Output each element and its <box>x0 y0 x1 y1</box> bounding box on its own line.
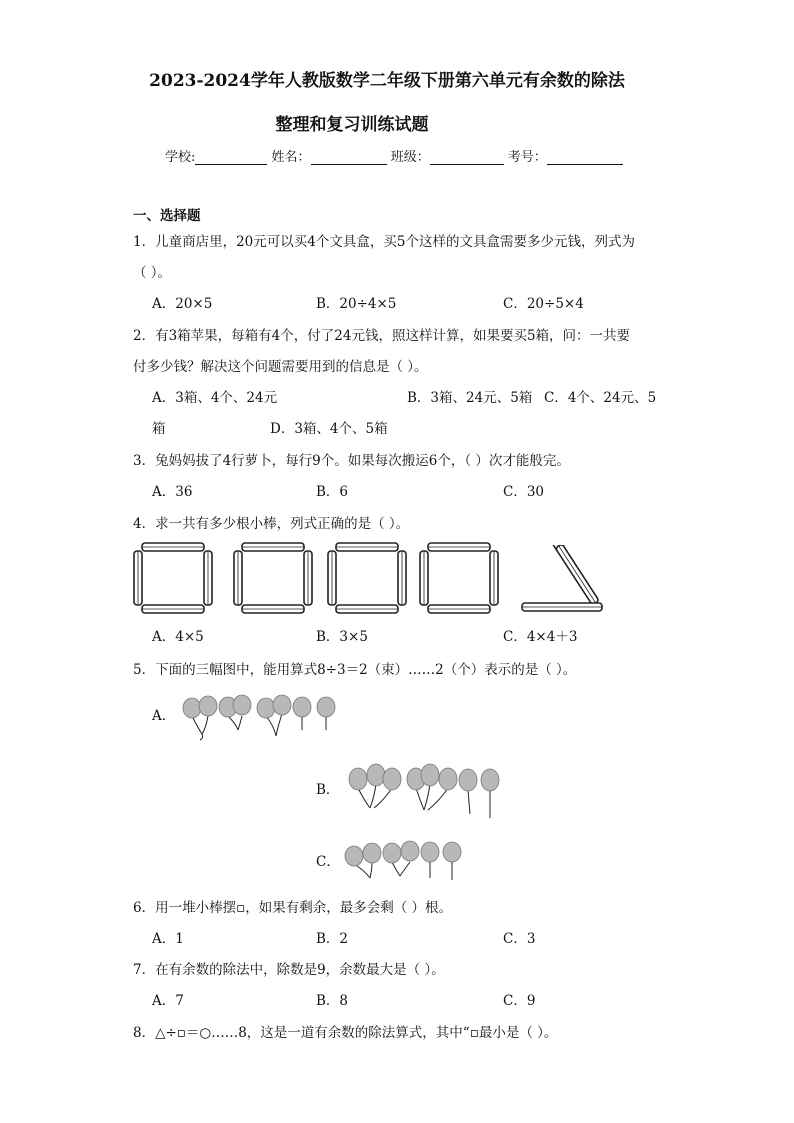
name-label: 姓名： <box>271 150 311 165</box>
student-info-line <box>165 146 623 165</box>
question-3-option-b[interactable]: B．6 <box>316 484 349 500</box>
square-sticks-icon <box>232 541 314 615</box>
page-title: 2023-2024学年人教版数学二年级下册第六单元有余数的除法 <box>149 71 625 91</box>
triangle-sticks-icon <box>516 545 608 617</box>
question-2-option-c-cont: 箱 <box>152 421 166 437</box>
question-6-stem: 6．用一堆小棒摆▫，如果有剩余，最多会剩（ ）根。 <box>133 900 453 916</box>
question-6-option-b[interactable]: B．2 <box>316 931 349 947</box>
balloon-group-a-image <box>178 690 340 742</box>
question-7-stem: 7．在有余数的除法中，除数是9，余数最大是（ ）。 <box>133 962 445 978</box>
class-label: 班级： <box>390 150 430 165</box>
question-1-stem: 1．儿童商店里，20元可以买4个文具盒，买5个这样的文具盒需要多少元钱，列式为 <box>133 234 635 250</box>
page-subtitle: 整理和复习训练试题 <box>275 115 429 135</box>
school-field[interactable] <box>195 150 267 165</box>
question-5-option-a[interactable]: A． <box>152 708 176 724</box>
question-4-option-b[interactable]: B．3×5 <box>316 629 368 645</box>
section-title: 一、选择题 <box>133 208 201 224</box>
question-5-option-c[interactable]: C． <box>316 854 340 870</box>
question-3-option-c[interactable]: C．30 <box>503 484 545 500</box>
question-7-option-c[interactable]: C．9 <box>503 993 536 1009</box>
question-2-stem: 2．有3箱苹果，每箱有4个，付了24元钱，照这样计算，如果要买5箱，问：一共要 <box>133 328 631 344</box>
question-7-option-b[interactable]: B．8 <box>316 993 349 1009</box>
balloon-group-b-image <box>344 760 502 820</box>
question-4-stem: 4．求一共有多少根小棒，列式正确的是（ ）。 <box>133 516 410 532</box>
number-label: 考号： <box>507 150 547 165</box>
question-2-stem-cont: 付多少钱？解决这个问题需要用到的信息是（ ）。 <box>133 359 428 375</box>
question-6-option-c[interactable]: C．3 <box>503 931 536 947</box>
question-4-option-c[interactable]: C．4×4＋3 <box>503 629 578 645</box>
school-label: 学校: <box>165 150 196 165</box>
question-5-option-b[interactable]: B． <box>316 782 340 798</box>
question-2-option-a[interactable]: A．3箱、4个、24元 <box>152 390 278 406</box>
square-sticks-icon <box>326 541 408 615</box>
question-3-option-a[interactable]: A．36 <box>152 484 193 500</box>
question-1-option-b[interactable]: B．20÷4×5 <box>316 296 397 312</box>
number-field[interactable] <box>547 150 623 165</box>
question-8-stem: 8．△÷▫＝○……8，这是一道有余数的除法算式，其中“▫最小是（ ）。 <box>133 1025 558 1041</box>
balloon-group-c-image <box>342 836 466 884</box>
question-6-option-a[interactable]: A．1 <box>152 931 184 947</box>
question-5-stem: 5．下面的三幅图中，能用算式8÷3＝2（束）……2（个）表示的是（ ）。 <box>133 662 577 678</box>
square-sticks-icon <box>132 541 214 615</box>
question-4-option-a[interactable]: A．4×5 <box>152 629 204 645</box>
class-field[interactable] <box>430 150 504 165</box>
name-field[interactable] <box>311 150 387 165</box>
question-1-option-c[interactable]: C．20÷5×4 <box>503 296 584 312</box>
question-1-option-a[interactable]: A．20×5 <box>152 296 213 312</box>
question-2-option-c[interactable]: C．4个、24元、5 <box>544 390 657 406</box>
question-2-option-b[interactable]: B．3箱、24元、5箱 <box>407 390 533 406</box>
square-sticks-icon <box>418 541 500 615</box>
question-7-option-a[interactable]: A．7 <box>152 993 184 1009</box>
question-3-stem: 3．兔妈妈拔了4行萝卜，每行9个。如果每次搬运6个，（ ）次才能般完。 <box>133 453 570 469</box>
question-2-option-d[interactable]: D．3箱、4个、5箱 <box>270 421 388 437</box>
question-1-stem-cont: （ ）。 <box>133 265 172 281</box>
